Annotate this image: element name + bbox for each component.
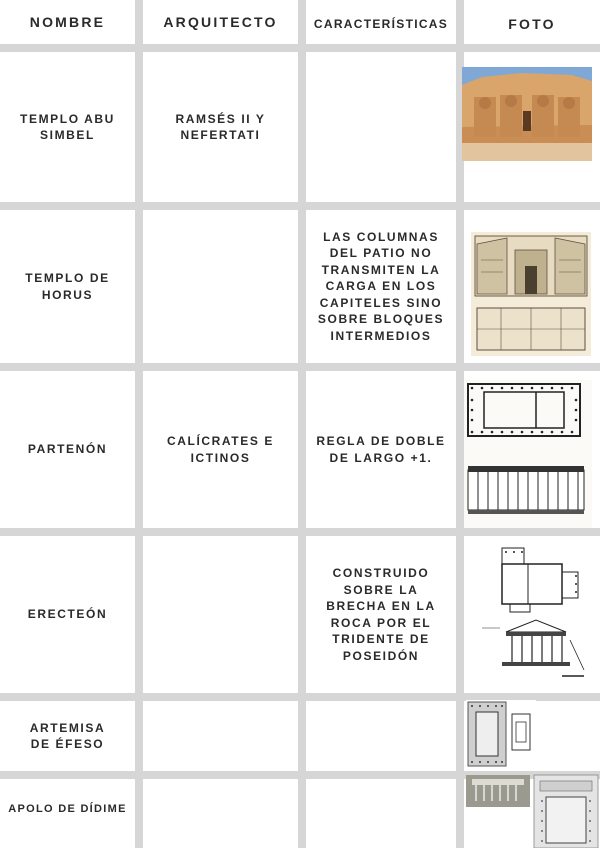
cell-caracteristicas: REGLA DE DOBLE DE LARGO +1.: [316, 434, 446, 465]
cell-nombre: ARTEMISA DE ÉFESO: [29, 720, 106, 751]
cell-arquitecto: RAMSÉS II Y NEFERTATI: [175, 111, 266, 142]
cell-nombre: PARTENÓN: [27, 442, 108, 457]
cell-arquitecto: [143, 210, 298, 363]
cell-arquitecto: [143, 779, 298, 848]
cell-arquitecto: CALÍCRATES E ICTINOS: [167, 434, 274, 465]
cell-arquitecto: [143, 701, 298, 771]
cell-caracteristicas: LAS COLUMNAS DEL PATIO NO TRANSMITEN LA CARGA EN LOS CAPITELES SINO SOBRE BLOQUES INTERMEDIOS: [317, 229, 445, 343]
cell-nombre: ERECTEÓN: [27, 607, 108, 622]
cell-nombre: TEMPLO ABU SIMBEL: [20, 111, 115, 142]
cell-nombre: APOLO DE DÍDIME: [8, 802, 127, 815]
column-divider: [298, 0, 306, 848]
cell-arquitecto: [143, 536, 298, 693]
cell-caracteristicas: [306, 52, 456, 202]
cell-caracteristicas: [306, 701, 456, 771]
parthenon-plan-drawing: [464, 380, 592, 528]
artemis-plan-drawing: [466, 700, 536, 768]
temple-of-horus-drawing: [471, 232, 591, 356]
header-caracteristicas: CARACTERÍSTICAS: [313, 16, 449, 31]
column-divider: [135, 0, 143, 848]
cell-caracteristicas: CONSTRUIDO SOBRE LA BRECHA EN LA ROCA POR EL TRIDENTE DE POSEIDÓN: [326, 566, 436, 663]
apollo-didyma-drawing: [464, 773, 600, 848]
cell-caracteristicas: [306, 779, 456, 848]
header-arquitecto: ARQUITECTO: [163, 13, 278, 30]
header-nombre: NOMBRE: [29, 13, 106, 30]
abu-simbel-photo: [462, 67, 592, 161]
header-foto: FOTO: [508, 15, 556, 32]
erechtheion-plan-drawing: [472, 544, 592, 684]
cell-nombre: TEMPLO DE HORUS: [25, 271, 110, 302]
